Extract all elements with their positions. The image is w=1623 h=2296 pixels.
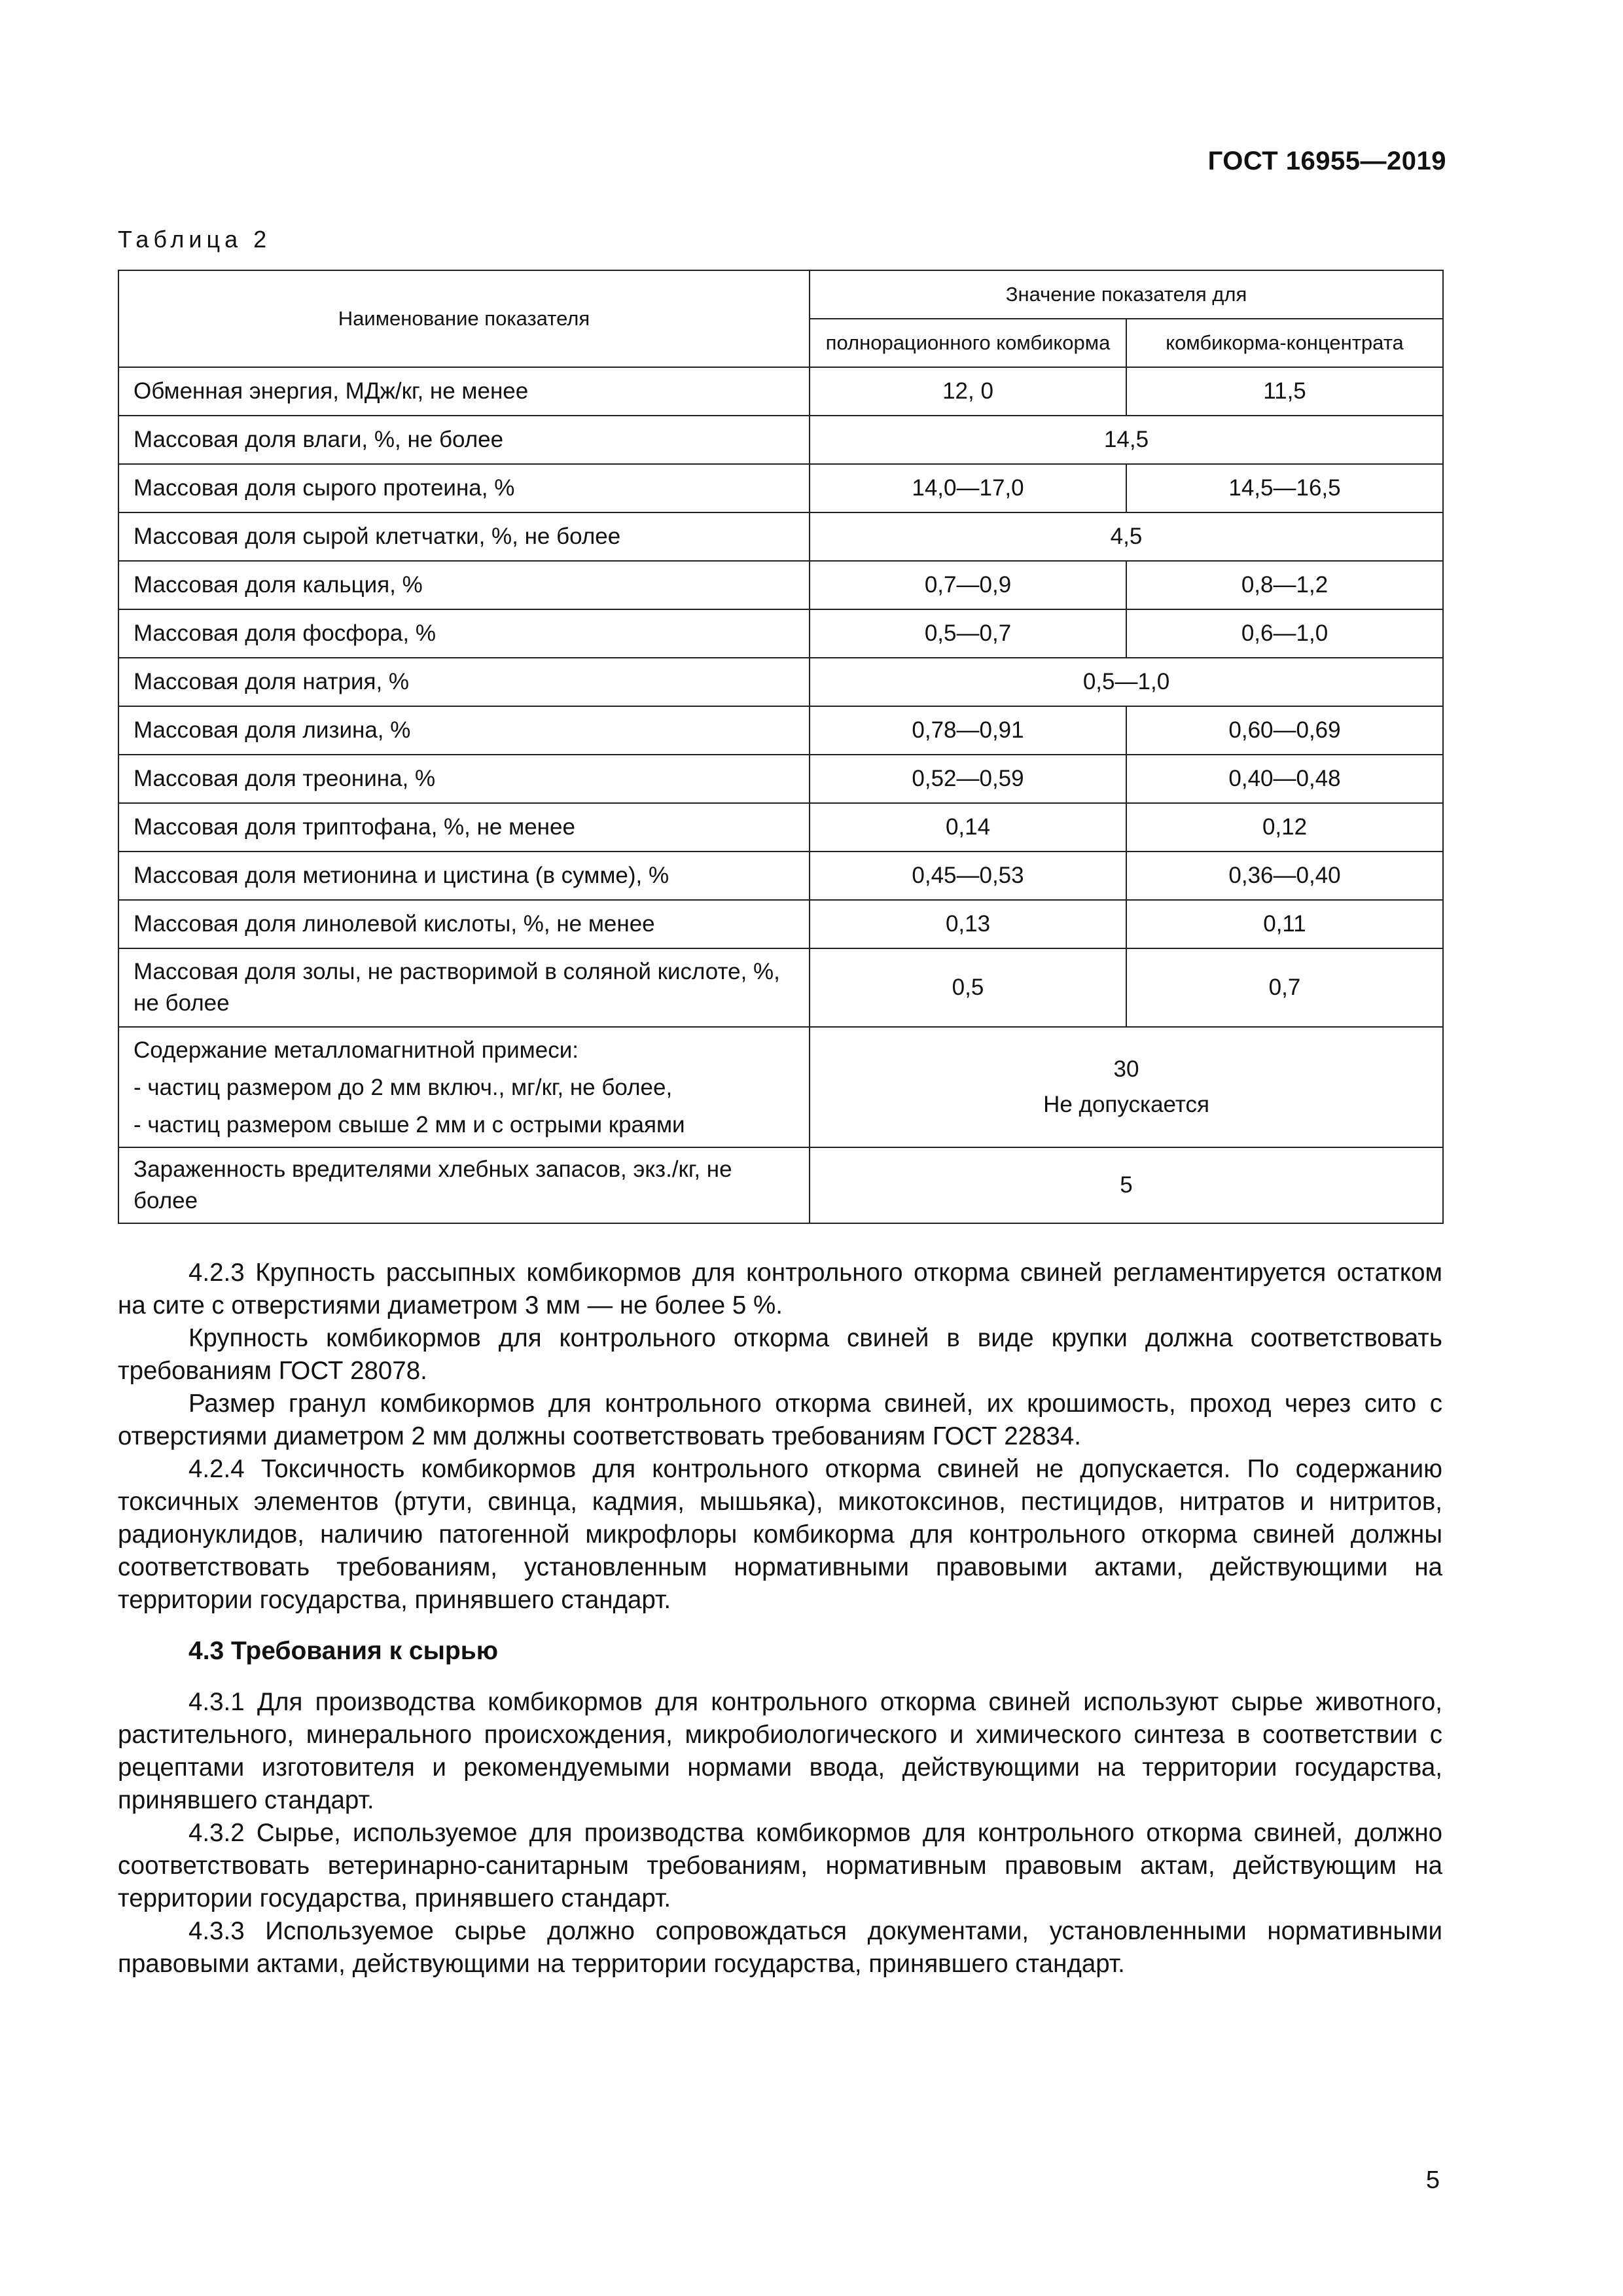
value-small-particles: 30 xyxy=(1113,1056,1139,1082)
value-both: 5 xyxy=(810,1147,1443,1223)
row-name: Массовая доля натрия, % xyxy=(118,658,810,706)
paragraph-4-3-2: 4.3.2 Сырье, используемое для производства комбикормов для контрольного откорма свиней, должно соответствовать ветеринарно-санитарным требованиям, нормативным правовым актам, действующим на территории государства, принявшего стандарт. xyxy=(118,1819,1442,1912)
table-row xyxy=(118,1147,1443,1223)
value-full-ration: 0,5—0,7 xyxy=(810,609,1126,658)
column-group-header: Значение показателя для xyxy=(810,270,1443,319)
paragraph-4-2-4: 4.2.4 Токсичность комбикормов для контрольного откорма свиней не допускается. По содержанию токсичных элементов (ртути, свинца, кадмия, мышьяка), микотоксинов, пестицидов, нитратов и нитритов, радионуклидов, наличию патогенной микрофлоры комбикорма для контрольного откорма свиней должны соответствовать требованиям, установленным нормативными правовыми актами, действующими на территории государства, принявшего стандарт. xyxy=(118,1455,1442,1614)
value-full-ration: 0,14 xyxy=(810,803,1126,852)
row-name: Массовая доля сырого протеина, % xyxy=(118,464,810,512)
row-name: Обменная энергия, МДж/кг, не менее xyxy=(118,367,810,416)
value-full-ration: 12, 0 xyxy=(810,367,1126,416)
value-full-ration: 0,13 xyxy=(810,900,1126,948)
table-caption: Таблица 2 xyxy=(118,226,272,253)
row-name: Массовая доля лизина, % xyxy=(118,706,810,755)
row-name: Массовая доля влаги, %, не более xyxy=(118,416,810,464)
table-row xyxy=(118,464,1443,512)
row-name: Массовая доля кальция, % xyxy=(118,561,810,609)
table-header-row xyxy=(118,270,1443,319)
row-name-main: Содержание металломагнитной примеси: xyxy=(134,1037,579,1063)
value-concentrate: 0,7 xyxy=(1126,948,1443,1027)
table-row xyxy=(118,755,1443,803)
table-row xyxy=(118,852,1443,900)
table-row xyxy=(118,1027,1443,1147)
section-heading-4-3: 4.3 Требования к сырью xyxy=(188,1637,499,1665)
paragraph-4-2-3: 4.2.3 Крупность рассыпных комбикормов для контрольного откорма свиней регламентируется остатком на сите с отверстиями диаметром 3 мм — не более 5 %. xyxy=(118,1259,1442,1319)
value-full-ration: 0,78—0,91 xyxy=(810,706,1126,755)
row-subitem-large: - частиц размером свыше 2 мм и с острыми краями xyxy=(134,1111,685,1138)
column-header-concentrate: комбикорма-концентрата xyxy=(1126,319,1443,367)
value-both-multiline xyxy=(810,1027,1443,1147)
value-concentrate: 0,60—0,69 xyxy=(1126,706,1443,755)
table-row xyxy=(118,948,1443,1027)
value-full-ration: 0,45—0,53 xyxy=(810,852,1126,900)
page-number: 5 xyxy=(1425,2166,1440,2194)
value-concentrate: 0,11 xyxy=(1126,900,1443,948)
value-full-ration: 0,5 xyxy=(810,948,1126,1027)
indicators-table xyxy=(118,270,1444,1224)
table-row xyxy=(118,609,1443,658)
table-row xyxy=(118,803,1443,852)
row-name: Массовая доля золы, не растворимой в соляной кислоте, %, не более xyxy=(118,948,810,1027)
value-concentrate: 0,36—0,40 xyxy=(1126,852,1443,900)
paragraph-4-3-1: 4.3.1 Для производства комбикормов для контрольного откорма свиней используют сырье животного, растительного, минерального происхождения, микробиологического и химического синтеза в соответствии с рецептами изготовителя и рекомендуемыми нормами ввода, действующими на территории государства, принявшего стандарт. xyxy=(118,1688,1442,1814)
table-row xyxy=(118,416,1443,464)
value-full-ration: 0,52—0,59 xyxy=(810,755,1126,803)
row-name: Массовая доля фосфора, % xyxy=(118,609,810,658)
table-row xyxy=(118,561,1443,609)
column-header-name: Наименование показателя xyxy=(118,270,810,367)
value-both: 0,5—1,0 xyxy=(810,658,1443,706)
row-name: Зараженность вредителями хлебных запасов, экз./кг, не более xyxy=(118,1147,810,1223)
value-concentrate: 14,5—16,5 xyxy=(1126,464,1443,512)
value-both: 14,5 xyxy=(810,416,1443,464)
table-row xyxy=(118,900,1443,948)
value-concentrate: 11,5 xyxy=(1126,367,1443,416)
body-text xyxy=(118,1257,1442,1981)
value-large-particles: Не допускается xyxy=(1043,1092,1209,1117)
value-concentrate: 0,8—1,2 xyxy=(1126,561,1443,609)
column-header-full-ration: полнорационного комбикорма xyxy=(810,319,1126,367)
table-row xyxy=(118,512,1443,561)
value-full-ration: 14,0—17,0 xyxy=(810,464,1126,512)
value-concentrate: 0,6—1,0 xyxy=(1126,609,1443,658)
paragraph-crumb-size: Крупность комбикормов для контрольного откорма свиней в виде крупки должна соответствовать требованиям ГОСТ 28078. xyxy=(118,1324,1442,1385)
document-header: ГОСТ 16955—2019 xyxy=(1207,147,1446,175)
value-concentrate: 0,40—0,48 xyxy=(1126,755,1443,803)
paragraph-4-3-3: 4.3.3 Используемое сырье должно сопровождаться документами, установленными нормативными правовыми актами, действующими на территории государства, принявшего стандарт. xyxy=(118,1917,1442,1978)
row-name: Массовая доля триптофана, %, не менее xyxy=(118,803,810,852)
table-row xyxy=(118,706,1443,755)
value-concentrate: 0,12 xyxy=(1126,803,1443,852)
table-row xyxy=(118,658,1443,706)
row-name: Массовая доля метионина и цистина (в сумме), % xyxy=(118,852,810,900)
value-full-ration: 0,7—0,9 xyxy=(810,561,1126,609)
value-both: 4,5 xyxy=(810,512,1443,561)
row-name-multiline xyxy=(118,1027,810,1147)
paragraph-granule-size: Размер гранул комбикормов для контрольного откорма свиней, их крошимость, проход через сито с отверстиями диаметром 2 мм должны соответствовать требованиям ГОСТ 22834. xyxy=(118,1390,1442,1450)
row-name: Массовая доля сырой клетчатки, %, не более xyxy=(118,512,810,561)
row-name: Массовая доля треонина, % xyxy=(118,755,810,803)
row-name: Массовая доля линолевой кислоты, %, не менее xyxy=(118,900,810,948)
table-row xyxy=(118,367,1443,416)
row-subitem-small: - частиц размером до 2 мм включ., мг/кг, не более, xyxy=(134,1074,673,1100)
